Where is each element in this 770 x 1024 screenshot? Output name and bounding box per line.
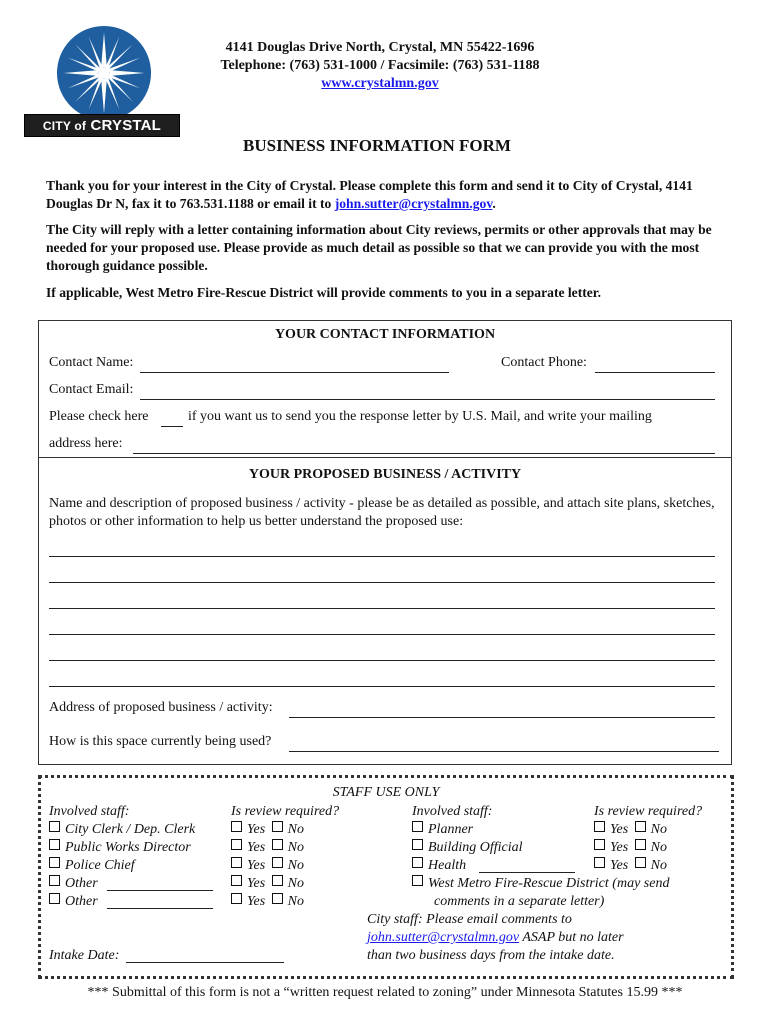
staff-row: Health [412,857,466,875]
intro-paragraph-1: Thank you for your interest in the City of Crystal. Please complete this form and send it to City of Crystal, 4141 Douglas Dr N, fax it to 763.531.1188 or email it to john.sutter@crystalmn.gov. [46,178,693,211]
intro-paragraph-3: If applicable, West Metro Fire-Rescue District will provide comments to you in a separate letter. [46,285,601,300]
staff-row: Public Works Director [49,839,191,857]
checkbox[interactable] [272,839,283,850]
contact-email-field[interactable] [140,399,715,400]
staff-row: City Clerk / Dep. Clerk [49,821,195,839]
intake-date-label: Intake Date: [49,948,120,963]
yes-no-choice: Yes No [231,875,304,893]
yes-no-choice: Yes No [594,821,667,839]
checkbox[interactable] [635,821,646,832]
checkbox[interactable] [231,821,242,832]
left-staff-header: Involved staff: [49,804,130,819]
mail-check-label-b: if you want us to send you the response letter by U.S. Mail, and write your mailing [188,409,652,424]
checkbox[interactable] [49,821,60,832]
checkbox[interactable] [272,893,283,904]
contact-section-title: YOUR CONTACT INFORMATION [274,327,496,342]
description-line[interactable] [49,608,715,609]
right-review-header: Is review required? [594,804,703,819]
yes-no-choice: Yes No [594,857,667,875]
website-link[interactable]: www.crystalmn.gov [321,76,439,91]
left-review-header: Is review required? [231,804,340,819]
checkbox[interactable] [594,857,605,868]
checkbox[interactable] [49,893,60,904]
description-line[interactable] [49,686,715,687]
right-staff-header: Involved staff: [412,804,493,819]
checkbox[interactable] [272,875,283,886]
checkbox[interactable] [49,875,60,886]
yes-no-choice: Yes No [231,893,304,911]
checkbox[interactable] [412,857,423,868]
contact-phone-field[interactable] [595,372,715,373]
checkbox[interactable] [231,839,242,850]
contact-email-label: Contact Email: [49,382,134,397]
staff-row-continued: comments in a separate letter) [434,894,605,909]
staff-row: Police Chief [49,857,135,875]
intro-paragraph-2: The City will reply with a letter containing information about City reviews, permits or other approvals that may be needed for your proposed use. Please provide as much detail as possible so that we can provide you with the most thorough guidance possible. [46,222,712,273]
header-phone-fax: Telephone: (763) 531-1000 / Facsimile: (763) 531-1188 [220,58,540,73]
checkbox[interactable] [594,821,605,832]
other-staff-field[interactable] [107,890,213,891]
business-address-field[interactable] [289,717,715,718]
mailing-address-label: address here: [49,436,123,451]
checkbox[interactable] [412,839,423,850]
yes-no-choice: Yes No [231,821,304,839]
contact-section [38,320,732,458]
checkbox[interactable] [635,839,646,850]
checkbox[interactable] [412,821,423,832]
space-usage-field[interactable] [289,751,719,752]
intake-date-field[interactable] [126,962,284,963]
checkbox[interactable] [231,893,242,904]
yes-no-choice: Yes No [594,839,667,857]
business-description-prompt: Name and description of proposed business / activity - please be as detailed as possible, and attach site plans, sketches, photos or other information to help us better understand the proposed use: [49,496,715,529]
staff-row: Other [49,875,98,893]
staff-title: STAFF USE ONLY [332,785,440,800]
checkbox[interactable] [594,839,605,850]
staff-use-section [38,775,734,979]
header-address: 4141 Douglas Drive North, Crystal, MN 55422-1696 [225,40,535,55]
checkbox[interactable] [272,857,283,868]
description-line[interactable] [49,660,715,661]
health-field[interactable] [479,872,575,873]
staff-row: West Metro Fire-Rescue District (may send [412,875,669,893]
comments-instruction-3: than two business days from the intake date. [367,948,615,963]
contact-name-label: Contact Name: [49,355,134,370]
email-link[interactable]: john.sutter@crystalmn.gov [334,196,493,211]
mail-check-field[interactable] [161,426,183,427]
staff-row: Building Official [412,839,523,857]
city-logo [24,22,184,140]
city-logo-wordmark: CITY of CRYSTAL [24,114,180,137]
staff-row: Other [49,893,98,911]
footer-disclaimer: *** Submittal of this form is not a “written request related to zoning” under Minnesota Statutes 15.99 *** [87,985,683,1000]
checkbox[interactable] [231,875,242,886]
description-line[interactable] [49,556,715,557]
comments-instruction-2: john.sutter@crystalmn.gov ASAP but no later [367,930,624,945]
description-line[interactable] [49,582,715,583]
yes-no-choice: Yes No [231,839,304,857]
comments-email-link[interactable]: john.sutter@crystalmn.gov [367,930,520,945]
checkbox[interactable] [635,857,646,868]
other-staff-field[interactable] [107,908,213,909]
space-usage-label: How is this space currently being used? [49,734,272,749]
form-title: BUSINESS INFORMATION FORM [243,136,511,155]
staff-row: Planner [412,821,473,839]
description-line[interactable] [49,634,715,635]
mail-check-label-a: Please check here [49,409,149,424]
business-section-title: YOUR PROPOSED BUSINESS / ACTIVITY [248,467,522,482]
starburst-icon [56,25,152,121]
contact-phone-label: Contact Phone: [501,355,587,370]
business-section [38,456,732,765]
checkbox[interactable] [49,857,60,868]
checkbox[interactable] [272,821,283,832]
checkbox[interactable] [49,839,60,850]
checkbox[interactable] [231,857,242,868]
comments-instruction: City staff: Please email comments to [367,912,572,927]
checkbox[interactable] [412,875,423,886]
contact-name-field[interactable] [140,372,449,373]
mailing-address-field[interactable] [133,453,715,454]
business-address-label: Address of proposed business / activity: [49,700,273,715]
yes-no-choice: Yes No [231,857,304,875]
